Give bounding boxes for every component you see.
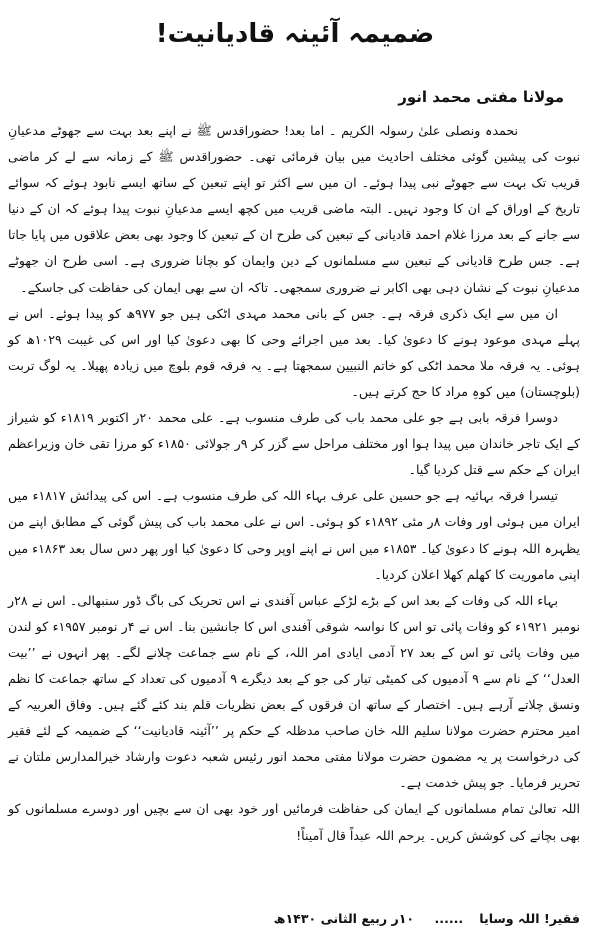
signature-date: ۱۰ر ربیع الثانی ۱۴۳۰ھ: [273, 911, 415, 926]
document-body: [8, 118, 580, 849]
paragraph: بہاء اللہ کی وفات کے بعد اس کے بڑے لڑکے عباس آفندی نے اس تحریک کی باگ ڈور سنبھالی۔ اس نے ۲۸ر نومبر ۱۹۲۱ء کو وفات پائی تو اس کا نواسہ شوقی آفندی اس کا جانشین بنا۔ اس نے ۴ر نومبر ۱۹۵۷ء کو لندن میں وفات پائی تو اس کے بعد ۲۷ آدمی ایادی امر اللہ، کے نام سے جماعت چلانے لگے۔ پھر انہوں نے ’’بیت العدل‘‘ کے نام سے ۹ آدمیوں کی کمیٹی تیار کی جو کے بعد دیگرے ۹ آدمیوں کی تعداد کے ساتھ جماعت کا نظم ونسق چلاتے آرہے ہیں۔ اختصار کے ساتھ ان فرقوں کے بعض نظریات قلم بند کئے گئے ہیں۔ وفاق العربیہ کے امیر محترم حضرت مولانا سلیم اللہ خان صاحب مدظلہ کے حکم پر ’’آئینہ قادیانیت‘‘ کے ضمیمہ کے لئے فقیر کی درخواست پر یہ مضمون حضرت مولانا مفتی محمد انور رئیس شعبہ دعوت وارشاد خیرالمدارس ملتان نے تحریر فرمایا۔ جو پیش خدمت ہے۔: [8, 592, 581, 791]
signature-author: فقیر! اللہ وسایا: [479, 911, 580, 926]
signature-separator: ......: [434, 911, 464, 926]
closing-prayer: اللہ تعالیٰ تمام مسلمانوں کے ایمان کی حفاظت فرمائیں اور خود بھی ان سے بچیں اور دوسرے مسلمانوں کو بھی بچانے کی کوشش کریں۔ یرحم اللہ عبداً قال آمیناً!: [8, 801, 580, 843]
signature-line: [8, 906, 580, 932]
paragraph: ان میں سے ایک ذکری فرقہ ہے۔ جس کے بانی محمد مہدی اٹکی ہیں جو ۹۷۷ھ کو پیدا ہوئے۔ اس نے پہلے مہدی موعود ہونے کا دعویٰ کیا۔ بعد میں اجرائے وحی کا بھی دعویٰ کیا اور اس کی غیبت ۱۰۲۹ھ کو ہوئی۔ یہ فرقہ ملا محمد اٹکی کو خاتم النبیین سمجھتا ہے۔ یہ فرقہ قوم بلوچ میں زیادہ پھیلا۔ یہ لوگ تربت (بلوچستان) میں کوہِ مراد کا حج کرتے ہیں۔: [8, 305, 580, 399]
document-title: ضمیمہ آئینہ قادیانیت!: [155, 19, 435, 49]
author-name: مولانا مفتی محمد انور: [398, 88, 564, 106]
paragraph: دوسرا فرقہ بابی ہے جو علی محمد باب کی طرف منسوب ہے۔ علی محمد ۲۰ر اکتوبر ۱۸۱۹ء کو شیراز کے ایک تاجر خاندان میں پیدا ہوا اور مختلف مراحل سے گزر کر ۹ر جولائی ۱۸۵۰ء کو مرزا تقی خان وزیراعظم ایران کے حکم سے قتل کردیا گیا۔: [8, 410, 580, 478]
paragraph: نحمدہ ونصلی علیٰ رسولہ الکریم ۔ اما بعد! حضوراقدس ﷺ نے اپنے بعد بہت سے جھوٹے مدعیانِ نبوت کی پیشین گوئی مختلف احادیث میں بیان فرمائی تھی۔ حضوراقدس ﷺ کے زمانہ سے لے کر ماضی قریب تک بہت سے جھوٹے نبی پیدا ہوئے۔ ان میں سے اکثر تو اپنے تبعین کے ساتھ ایسے نابود ہوئے کہ سوائے تاریخ کے اوراق کے ان کا وجود نہیں۔ البتہ ماضی قریب میں کچھ ایسے مدعیانِ نبوت پیدا ہوئے کہ ان کے دنیا سے جانے کے بعد مرزا غلام احمد قادیانی کے تبعین کی طرح ان کے تبعین کا وجود بھی بعض علاقوں میں پایا جاتا ہے۔ جس طرح قادیانی کے تبعین سے مسلمانوں کے دین وایمان کو بچانا ضروری ہے۔ اسی طرح ان جھوٹے مدعیانِ نبوت کے نشان دہی بھی اکابر نے ضروری سمجھی۔ تاکہ ان سے بھی ایمان کی حفاظت کی جاسکے۔: [8, 123, 580, 295]
paragraph: تیسرا فرقہ بہائیہ ہے جو حسین علی عرف بہاء اللہ کی طرف منسوب ہے۔ اس کی پیدائش ۱۸۱۷ء میں ایران میں ہوئی اور وفات ۸ر مئی ۱۸۹۲ء کو ہوئی۔ اس نے علی محمد باب کی پیش گوئی کے مطابق اپنے من یظہرہ اللہ ہونے کا دعویٰ کیا۔ ۱۸۵۳ء میں اس نے اپنے اوپر وحی کا دعویٰ کیا اور پھر دس سال بعد ۱۸۶۳ء میں اپنی ماموریت کا کھلم کھلا اعلان کردیا۔: [8, 488, 581, 582]
